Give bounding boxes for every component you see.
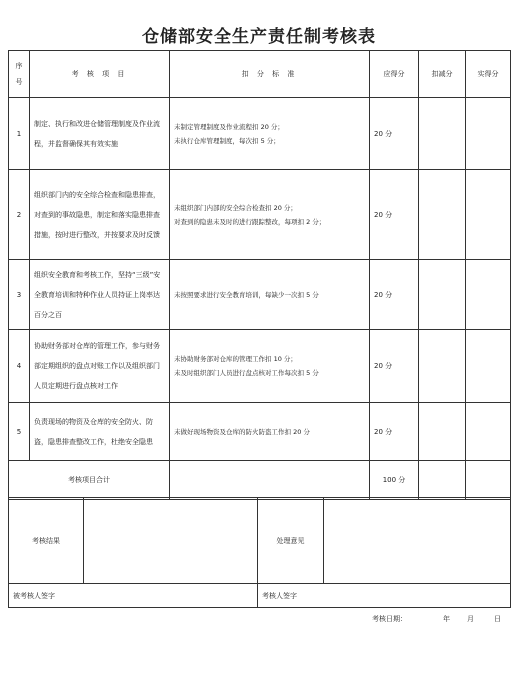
row-number: 3 xyxy=(9,260,30,330)
row-actual-cell[interactable] xyxy=(466,98,511,170)
assessor-signature-label[interactable]: 考核人签字 xyxy=(258,584,511,608)
header-due-score: 应得分 xyxy=(370,51,419,98)
document-title: 仓储部安全生产责任制考核表 xyxy=(142,27,376,47)
signature-row xyxy=(9,584,511,608)
row-actual-cell[interactable] xyxy=(466,330,511,403)
row-item: 协助财务部对仓库的管理工作，参与财务部定期组织的盘点对账工作以及组织部门人员定期进行盘点核对工作 xyxy=(30,330,170,403)
row-number: 4 xyxy=(9,330,30,403)
table-row xyxy=(9,98,511,170)
row-due-score: 20 分 xyxy=(370,98,419,170)
date-month: 月 xyxy=(467,615,474,623)
row-actual-cell[interactable] xyxy=(466,260,511,330)
header-row xyxy=(9,51,511,98)
penalty-line: 未执行仓库管理制度，每次扣 5 分； xyxy=(174,136,280,145)
opinion-label: 处理意见 xyxy=(258,498,324,584)
row-due-score: 20 分 xyxy=(370,260,419,330)
date-year: 年 xyxy=(443,615,450,623)
penalty-line: 未协助财务部对仓库的管理工作扣 10 分； xyxy=(174,355,297,363)
signature-table xyxy=(8,497,511,608)
total-label: 考核项目合计 xyxy=(9,461,170,500)
row-deducted-cell[interactable] xyxy=(419,170,466,260)
row-penalty xyxy=(170,330,370,403)
row-due-score: 20 分 xyxy=(370,330,419,403)
row-penalty xyxy=(170,403,370,461)
header-seq: 序号 xyxy=(9,51,30,98)
row-due-score: 20 分 xyxy=(370,403,419,461)
row-deducted-cell[interactable] xyxy=(419,403,466,461)
row-deducted-cell[interactable] xyxy=(419,98,466,170)
row-item: 组织安全教育和考核工作，坚持“三级”安全教育培训和特种作业人员持证上岗率达百分之百 xyxy=(30,260,170,330)
row-item: 组织部门内的安全综合检查和隐患排查，对查到的事故隐患，制定和落实隐患排查措施，按时进行整改，并按要求及时反馈 xyxy=(30,170,170,260)
result-label: 考核结果 xyxy=(9,498,84,584)
row-item: 负责现场的物资及仓库的安全防火、防盗，隐患排查整改工作，杜绝安全隐患 xyxy=(30,403,170,461)
row-actual-cell[interactable] xyxy=(466,170,511,260)
table-row xyxy=(9,403,511,461)
result-row xyxy=(9,498,511,584)
row-deducted-cell[interactable] xyxy=(419,330,466,403)
total-deducted-cell[interactable] xyxy=(419,461,466,500)
row-number: 1 xyxy=(9,98,30,170)
total-score: 100 分 xyxy=(370,461,419,500)
penalty-line: 对查到的隐患未及时的进行跟踪整改，每项扣 2 分； xyxy=(174,217,326,226)
penalty-line: 未做好现场物资及仓库的防火防盗工作扣 20 分 xyxy=(174,427,310,436)
row-deducted-cell[interactable] xyxy=(419,260,466,330)
penalty-line: 未及时组织部门人员进行盘点核对工作每次扣 5 分 xyxy=(174,369,319,377)
total-penalty-cell xyxy=(170,461,370,500)
penalty-line: 未按照要求进行安全教育培训，每缺少一次扣 5 分 xyxy=(174,290,319,299)
table-row xyxy=(9,330,511,403)
row-number: 5 xyxy=(9,403,30,461)
row-penalty xyxy=(170,170,370,260)
penalty-line: 未组织部门内部的安全综合检查扣 20 分； xyxy=(174,203,297,212)
row-item: 制定、执行和改进仓储管理制度及作业流程，并监督确保其有效实施 xyxy=(30,98,170,170)
date-label: 考核日期： xyxy=(372,615,407,623)
date-day: 日 xyxy=(494,615,501,623)
total-actual-cell[interactable] xyxy=(466,461,511,500)
assessed-signature-label[interactable]: 被考核人签字 xyxy=(9,584,258,608)
header-actual-score: 实得分 xyxy=(466,51,511,98)
assessment-table xyxy=(8,50,511,500)
header-penalty: 扣 分 标 准 xyxy=(170,51,370,98)
row-penalty xyxy=(170,260,370,330)
header-deducted-score: 扣减分 xyxy=(419,51,466,98)
row-penalty xyxy=(170,98,370,170)
row-number: 2 xyxy=(9,170,30,260)
penalty-line: 未制定管理制度及作业流程扣 20 分； xyxy=(174,122,284,131)
result-field[interactable] xyxy=(84,498,258,584)
row-actual-cell[interactable] xyxy=(466,403,511,461)
row-due-score: 20 分 xyxy=(370,170,419,260)
table-row xyxy=(9,260,511,330)
opinion-field[interactable] xyxy=(324,498,511,584)
table-row xyxy=(9,170,511,260)
total-row xyxy=(9,461,511,500)
header-item: 考 核 项 目 xyxy=(30,51,170,98)
